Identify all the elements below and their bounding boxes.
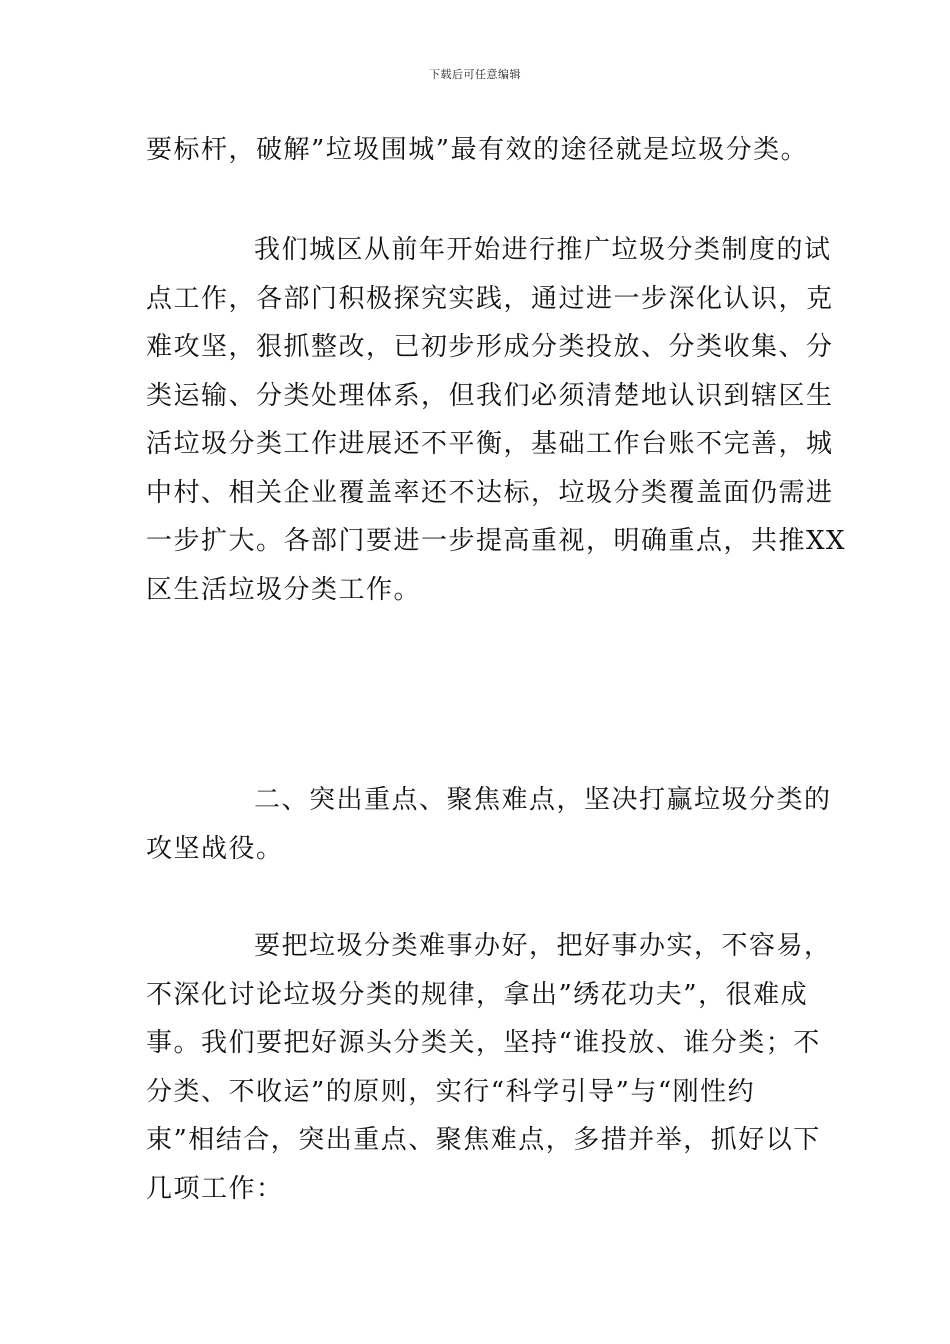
- paragraph-line: 区生活垃圾分类工作。: [146, 574, 422, 605]
- paragraph-line: 点工作，各部门积极探究实践，通过进一步深化认识，克: [146, 283, 834, 314]
- paragraph-line: 不深化讨论垃圾分类的规律，拿出”绣花功夫”，很难成: [146, 979, 809, 1010]
- paragraph-line: 要把垃圾分类难事办好，把好事办实，不容易，: [254, 931, 832, 961]
- paragraph-line: 束”相结合，突出重点、聚焦难点，多措并举，抓好以下: [146, 1125, 821, 1155]
- paragraph-line: 中村、相关企业覆盖率还不达标，垃圾分类覆盖面仍需进: [146, 477, 834, 508]
- section-heading-two: [146, 776, 832, 873]
- paragraph-line: 要标杆，破解”垃圾围城”最有效的途径就是垃圾分类。: [146, 135, 809, 165]
- paragraph-line: 攻坚战役。: [146, 833, 284, 864]
- paragraph-line: 事。我们要把好源头分类关，坚持“谁投放、谁分类；不: [146, 1028, 821, 1058]
- paragraph-line: 几项工作：: [146, 1173, 284, 1204]
- paragraph-line: 二、突出重点、聚焦难点，坚决打赢垃圾分类的: [254, 785, 832, 815]
- paragraph-line: 活垃圾分类工作进展还不平衡，基础工作台账不完善，城: [146, 429, 834, 459]
- paragraph-line: 我们城区从前年开始进行推广垃圾分类制度的试: [254, 235, 832, 265]
- paragraph-line: 一步扩大。各部门要进一步提高重视，明确重点，共推XX: [146, 526, 847, 556]
- paragraph-key-points: [146, 922, 832, 1213]
- paragraph-continuation: [146, 126, 809, 175]
- paragraph-line: 类运输、分类处理体系，但我们必须清楚地认识到辖区生: [146, 380, 834, 411]
- paragraph-line: 分类、不收运”的原则，实行“科学引导”与“刚性约: [146, 1076, 756, 1107]
- paragraph-pilot-work: [146, 226, 847, 614]
- paragraph-line: 难攻坚，狠抓整改，已初步形成分类投放、分类收集、分: [146, 332, 834, 362]
- page-header: 下载后可任意编辑: [429, 68, 521, 81]
